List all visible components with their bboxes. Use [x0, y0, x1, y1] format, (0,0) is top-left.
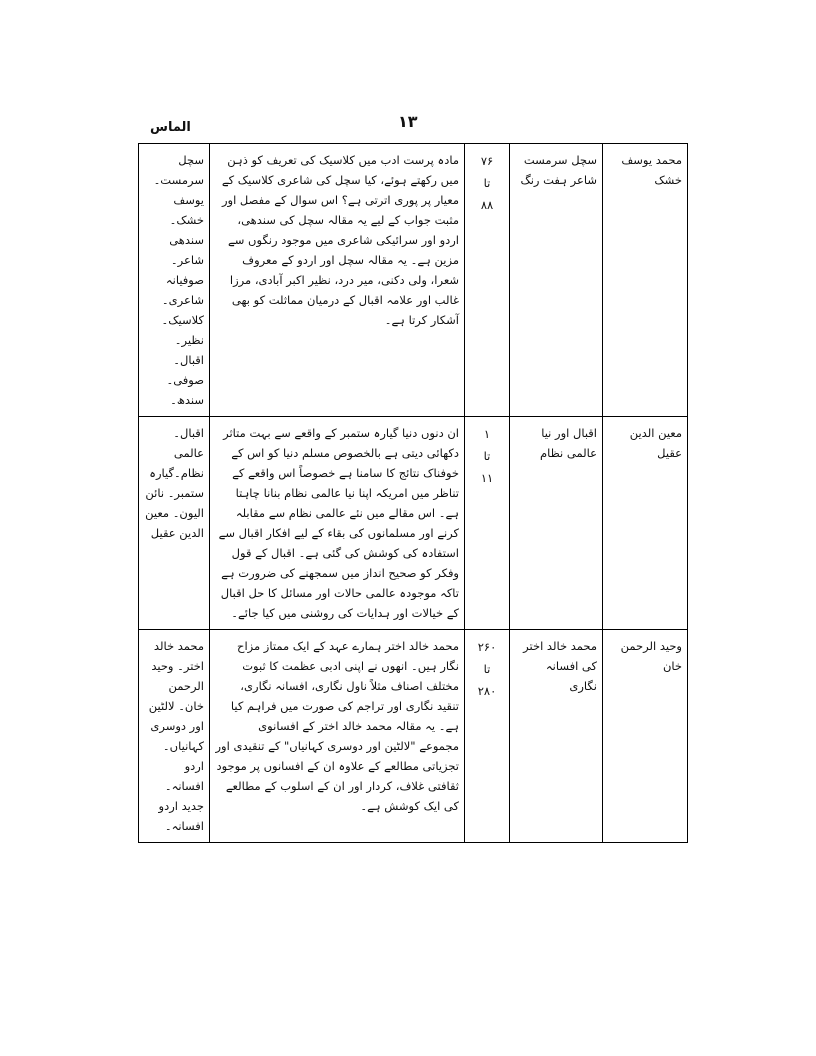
table-row: [139, 630, 688, 843]
table-row: [139, 144, 688, 417]
page-end: ۱۱: [480, 471, 494, 485]
title-cell: سچل سرمست شاعر ہفت رنگ: [510, 144, 603, 417]
author-cell: محمد یوسف خشک: [603, 144, 688, 417]
page-end: ۲۸۰: [477, 684, 497, 698]
author-cell: معین الدین عقیل: [603, 417, 688, 630]
page-to: تا: [483, 662, 491, 676]
keywords-cell: محمد خالد اختر۔ وحید الرحمن خان۔ لالٹین اور دوسری کہانیاں۔ اردو افسانہ۔ جدید اردو افسانہ۔: [139, 630, 210, 843]
index-table: [138, 143, 688, 843]
pages-cell: [465, 630, 510, 843]
author-cell: وحید الرحمن خان: [603, 630, 688, 843]
page-number: ۱۳: [398, 112, 418, 131]
abstract-cell: محمد خالد اختر ہمارے عہد کے ایک ممتاز مزاح نگار ہیں۔ انھوں نے اپنی ادبی عظمت کا ثبوت مختلف اصناف مثلاً ناول نگاری، افسانہ نگاری، تنقید نگاری اور تراجم کی صورت میں فراہم کیا ہے۔ یہ مقالہ محمد خالد اختر کے افسانوی مجموعے "لالٹین اور دوسری کہانیاں" کے تنقیدی اور تجزیاتی مطالعے کے علاوہ ان کے افسانوں پر موجود ثقافتی غلاف، کردار اور ان کے اسلوب کے مطالعے کی ایک کوشش ہے۔: [210, 630, 465, 843]
page-end: ۸۸: [480, 198, 494, 212]
pages-cell: [465, 144, 510, 417]
page-start: ۷۶: [480, 154, 494, 168]
title-cell: اقبال اور نیا عالمی نظام: [510, 417, 603, 630]
abstract-cell: مادہ پرست ادب میں کلاسیک کی تعریف کو ذہن میں رکھتے ہوئے، کیا سچل کی شاعری کلاسیک کے معیار پر پوری اترتی ہے؟ اس سوال کے مفصل اور مثبت جواب کے لیے یہ مقالہ سچل کی سندھی، اردو اور سرائیکی شاعری میں موجود رنگوں سے مزین ہے۔ یہ مقالہ سچل اور اردو کے معروف شعرا، ولی دکنی، میر درد، نظیر اکبر آبادی، مرزا غالب اور علامہ اقبال کے درمیان مماثلت کو بھی آشکار کرتا ہے۔: [210, 144, 465, 417]
page-to: تا: [483, 449, 491, 463]
page-start: ۱: [483, 427, 491, 441]
table-row: [139, 417, 688, 630]
keywords-cell: سچل سرمست۔ یوسف خشک۔ سندھی شاعر۔ صوفیانہ شاعری۔ کلاسیک۔نظیر۔ اقبال۔صوفی۔ سندھ۔: [139, 144, 210, 417]
keywords-cell: اقبال۔عالمی نظام۔گیارہ ستمبر۔ نائن الیون۔ معین الدین عقیل: [139, 417, 210, 630]
pages-cell: [465, 417, 510, 630]
journal-title: الماس: [150, 120, 191, 135]
title-cell: محمد خالد اختر کی افسانہ نگاری: [510, 630, 603, 843]
abstract-cell: ان دنوں دنیا گیارہ ستمبر کے واقعے سے بہت متاثر دکھائی دیتی ہے بالخصوص مسلم دنیا کو اس کے خوفناک نتائج کا سامنا ہے خصوصاً اس واقعے کے تناظر میں امریکہ اپنا نیا عالمی نظام بنانا چاہتا ہے۔ اس مقالے میں نئے عالمی نظام سے مقابلہ کرنے اور مسلمانوں کی بقاء کے لیے افکار اقبال سے استفادہ کی کوشش کی گئی ہے۔ اقبال کے قول وفکر کو صحیح انداز میں سمجھنے کی ضرورت ہے تاکہ موجودہ عالمی حالات اور مسائل کا حل اقبال کے خیالات اور ہدایات کی روشنی میں کیا جائے۔: [210, 417, 465, 630]
page-to: تا: [483, 176, 491, 190]
page-start: ۲۶۰: [477, 640, 497, 654]
